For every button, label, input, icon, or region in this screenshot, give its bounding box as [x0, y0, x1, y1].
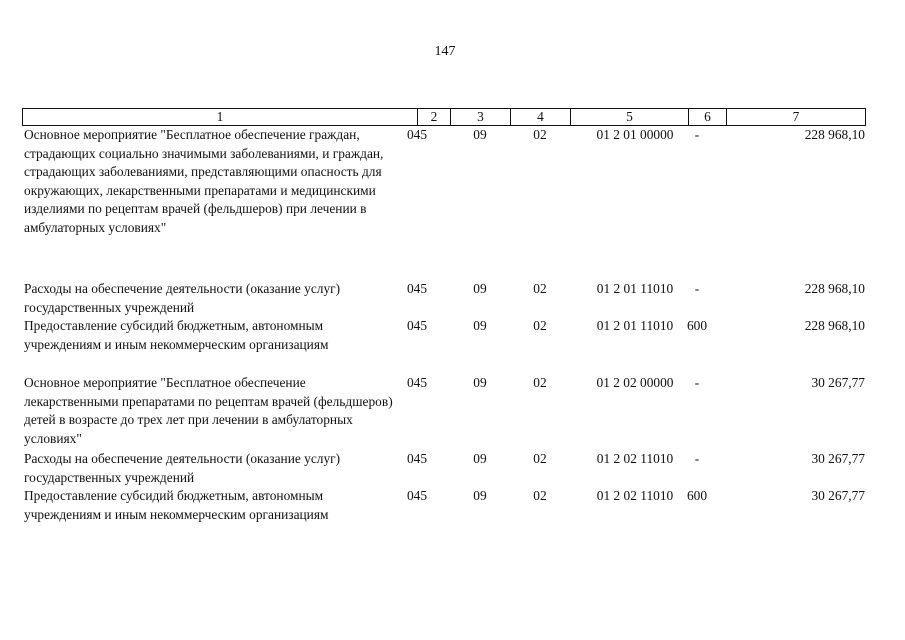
row-col-4: 02: [533, 281, 547, 296]
row-col-7: 30 267,77: [811, 375, 865, 390]
header-col-5: 5: [571, 109, 689, 125]
row-col-2: 045: [406, 451, 428, 466]
row-col-5: 01 2 02 11010: [596, 451, 674, 466]
row-col-6: -: [694, 127, 700, 142]
row-description: Предоставление субсидий бюджетным, автономным учреждениям и иным некоммерческим организациям: [24, 318, 329, 352]
row-col-4: 02: [533, 127, 547, 142]
row-col-3: 09: [473, 488, 487, 503]
row-col-6: -: [694, 451, 700, 466]
row-col-7: 228 968,10: [804, 318, 865, 333]
row-col-4: 02: [533, 451, 547, 466]
row-col-6: 600: [686, 318, 708, 333]
row-col-5: 01 2 01 11010: [596, 281, 674, 296]
row-col-2: 045: [406, 318, 428, 333]
row-col-3: 09: [473, 318, 487, 333]
header-col-4: 4: [511, 109, 571, 125]
row-col-4: 02: [533, 318, 547, 333]
row-col-7: 30 267,77: [811, 488, 865, 503]
row-description: Расходы на обеспечение деятельности (оказание услуг) государственных учреждений: [24, 281, 341, 315]
header-col-1: 1: [23, 109, 418, 125]
header-col-7: 7: [792, 109, 800, 124]
header-col-6: 6: [689, 109, 727, 125]
row-col-4: 02: [533, 375, 547, 390]
row-col-2: 045: [406, 281, 428, 296]
row-col-7: 228 968,10: [804, 127, 865, 142]
row-col-3: 09: [473, 127, 487, 142]
row-col-5: 01 2 02 00000: [596, 375, 674, 390]
row-col-6: 600: [686, 488, 708, 503]
row-col-5: 01 2 01 00000: [596, 127, 674, 142]
row-col-7: 228 968,10: [804, 281, 865, 296]
row-col-7: 30 267,77: [811, 451, 865, 466]
row-description: Расходы на обеспечение деятельности (оказание услуг) государственных учреждений: [24, 451, 341, 485]
row-col-2: 045: [406, 375, 428, 390]
row-col-5: 01 2 02 11010: [596, 488, 674, 503]
header-col-2: 2: [418, 109, 451, 125]
row-col-4: 02: [533, 488, 547, 503]
page-number: 147: [434, 44, 456, 59]
row-col-2: 045: [406, 488, 428, 503]
row-col-5: 01 2 01 11010: [596, 318, 674, 333]
row-description: Основное мероприятие "Бесплатное обеспечение лекарственными препаратами по рецептам врачей (фельдшеров) детей в возрасте до трех лет при лечении в амбулаторных условиях": [24, 375, 393, 446]
row-col-3: 09: [473, 281, 487, 296]
row-col-3: 09: [473, 451, 487, 466]
header-col-3: 3: [451, 109, 511, 125]
table-header: [22, 108, 866, 126]
row-description: Основное мероприятие "Бесплатное обеспечение граждан, страдающих социально значимыми заболеваниями, и граждан, страдающих заболеваниями, представляющими опасность для окружающих, лекарственными препаратами и медицинскими изделиями по рецептам врачей (фельдшеров) при лечении в амбулаторных условиях": [24, 127, 384, 235]
row-col-6: -: [694, 281, 700, 296]
row-col-3: 09: [473, 375, 487, 390]
row-col-2: 045: [406, 127, 428, 142]
row-col-6: -: [694, 375, 700, 390]
row-description: Предоставление субсидий бюджетным, автономным учреждениям и иным некоммерческим организациям: [24, 488, 329, 522]
